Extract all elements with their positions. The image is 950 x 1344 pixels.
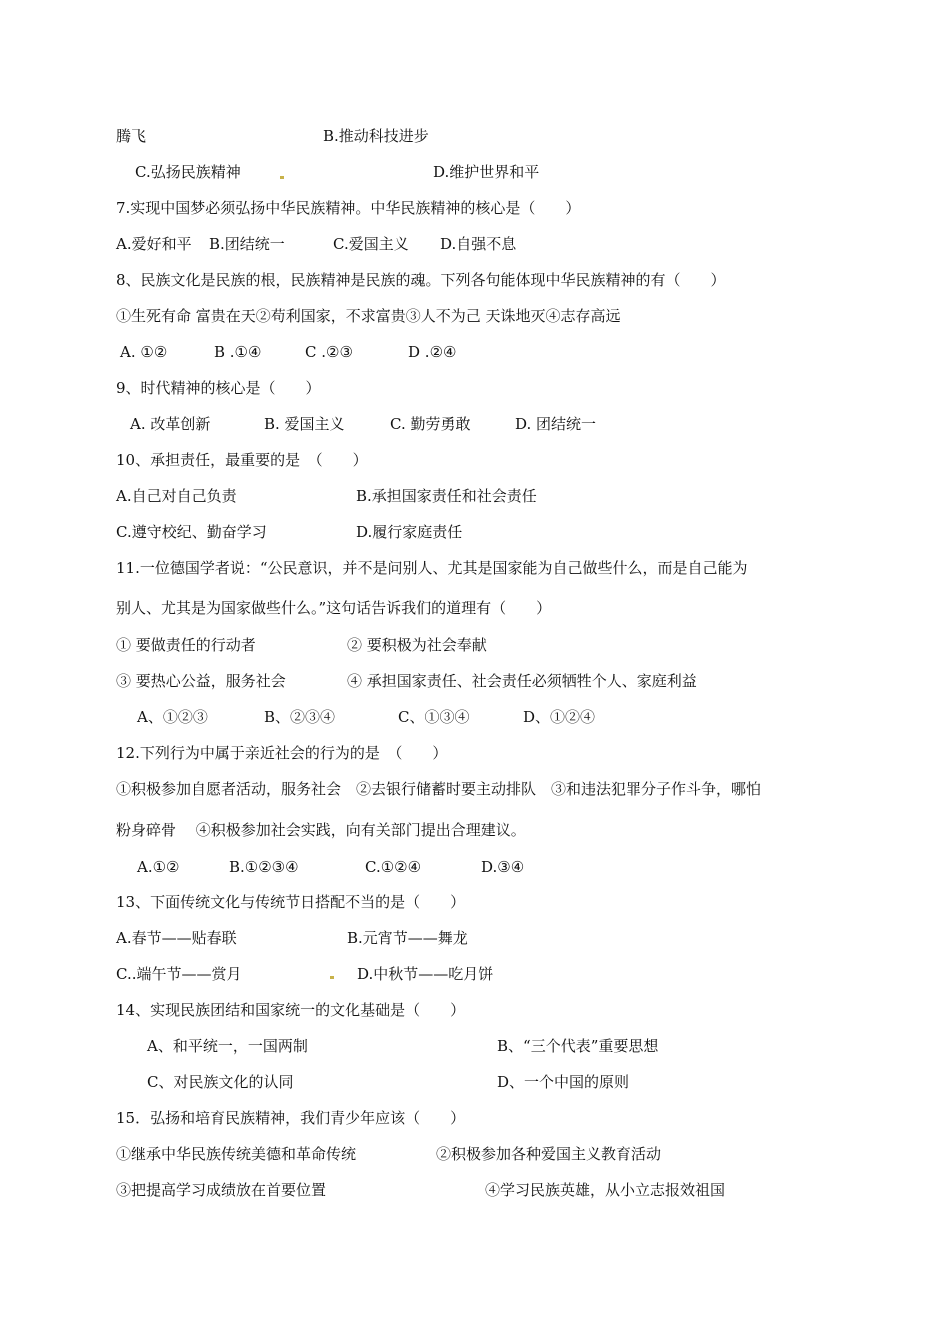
q13-option-a: A.春节——贴春联: [116, 929, 237, 947]
q6-option-a-tail: 腾飞: [116, 127, 147, 145]
q6-option-d: D.维护世界和平: [433, 163, 540, 181]
q15-stem: 15．弘扬和培育民族精神，我们青少年应该（ ）: [116, 1109, 466, 1127]
q14-option-d: D、一个中国的原则: [497, 1073, 630, 1091]
q12-option-a: A.①②: [137, 858, 180, 876]
scan-speck: [330, 976, 334, 979]
scan-speck: [280, 176, 284, 179]
q14-stem: 14、实现民族团结和国家统一的文化基础是（ ）: [116, 1001, 466, 1019]
q9-option-d: D. 团结统一: [515, 415, 597, 433]
q10-option-d: D.履行家庭责任: [356, 523, 463, 541]
q11-stem-line1: 11.一位德国学者说：“公民意识，并不是问别人、尤其是国家能为自己做些什么，而是自己能为: [116, 559, 748, 577]
q11-item-1: ① 要做责任的行动者: [116, 636, 256, 654]
q11-option-b: B、②③④: [264, 708, 336, 726]
q9-stem: 9、时代精神的核心是（ ）: [116, 379, 321, 397]
q14-option-b: B、“三个代表”重要思想: [497, 1037, 659, 1055]
q10-option-c: C.遵守校纪、勤奋学习: [116, 523, 267, 541]
q8-option-d: D .②④: [408, 343, 457, 361]
q8-stem: 8、民族文化是民族的根，民族精神是民族的魂。下列各句能体现中华民族精神的有（ ）: [116, 271, 726, 289]
q15-item-4: ④学习民族英雄，从小立志报效祖国: [485, 1181, 726, 1199]
q12-option-d: D.③④: [481, 858, 525, 876]
q8-option-c: C .②③: [305, 343, 353, 361]
q11-option-d: D、①②④: [523, 708, 596, 726]
q8-items: ①生死有命 富贵在天②苟利国家，不求富贵③人不为己 天诛地灭④志存高远: [116, 307, 621, 325]
q7-stem: 7.实现中国梦必须弘扬中华民族精神。中华民族精神的核心是（ ）: [116, 199, 581, 217]
q9-option-a: A. 改革创新: [130, 415, 211, 433]
q9-option-b: B. 爱国主义: [264, 415, 345, 433]
q11-item-2: ② 要积极为社会奉献: [347, 636, 487, 654]
q11-stem-line2: 别人、尤其是为国家做些什么。”这句话告诉我们的道理有（ ）: [116, 599, 552, 617]
q12-items-line1: ①积极参加自愿者活动，服务社会 ②去银行储蓄时要主动排队 ③和违法犯罪分子作斗争，哪怕: [116, 780, 762, 798]
q15-item-3: ③把提高学习成绩放在首要位置: [116, 1181, 327, 1199]
q13-option-b: B.元宵节——舞龙: [347, 929, 468, 947]
q7-option-d: D.自强不息: [440, 235, 517, 253]
q8-option-b: B .①④: [214, 343, 262, 361]
q8-option-a: A. ①②: [120, 343, 168, 361]
q12-option-c: C.①②④: [365, 858, 422, 876]
q10-option-a: A.自己对自己负责: [116, 487, 237, 505]
q7-option-a: A.爱好和平: [116, 235, 192, 253]
q10-option-b: B.承担国家责任和社会责任: [356, 487, 537, 505]
q14-option-c: C、对民族文化的认同: [147, 1073, 294, 1091]
q12-items-line2: 粉身碎骨 ④积极参加社会实践，向有关部门提出合理建议。: [116, 821, 526, 839]
q13-stem: 13、下面传统文化与传统节日搭配不当的是（ ）: [116, 893, 466, 911]
q12-option-b: B.①②③④: [229, 858, 299, 876]
q12-stem: 12.下列行为中属于亲近社会的行为的是 （ ）: [116, 744, 448, 762]
q11-option-c: C、①③④: [398, 708, 470, 726]
q15-item-1: ①继承中华民族传统美德和革命传统: [116, 1145, 357, 1163]
q6-option-b: B.推动科技进步: [323, 127, 429, 145]
q14-option-a: A、和平统一，一国两制: [147, 1037, 308, 1055]
q11-item-4: ④ 承担国家责任、社会责任必须牺牲个人、家庭利益: [347, 672, 697, 690]
q7-option-c: C.爱国主义: [333, 235, 409, 253]
q6-option-c: C.弘扬民族精神: [135, 163, 241, 181]
q11-item-3: ③ 要热心公益，服务社会: [116, 672, 286, 690]
q13-option-c: C..端午节——赏月: [116, 965, 242, 983]
q9-option-c: C. 勤劳勇敢: [390, 415, 471, 433]
q11-option-a: A、①②③: [137, 708, 208, 726]
q15-item-2: ②积极参加各种爱国主义教育活动: [436, 1145, 662, 1163]
q7-option-b: B.团结统一: [209, 235, 285, 253]
q10-stem: 10、承担责任，最重要的是 （ ）: [116, 451, 368, 469]
q13-option-d: D.中秋节——吃月饼: [357, 965, 494, 983]
